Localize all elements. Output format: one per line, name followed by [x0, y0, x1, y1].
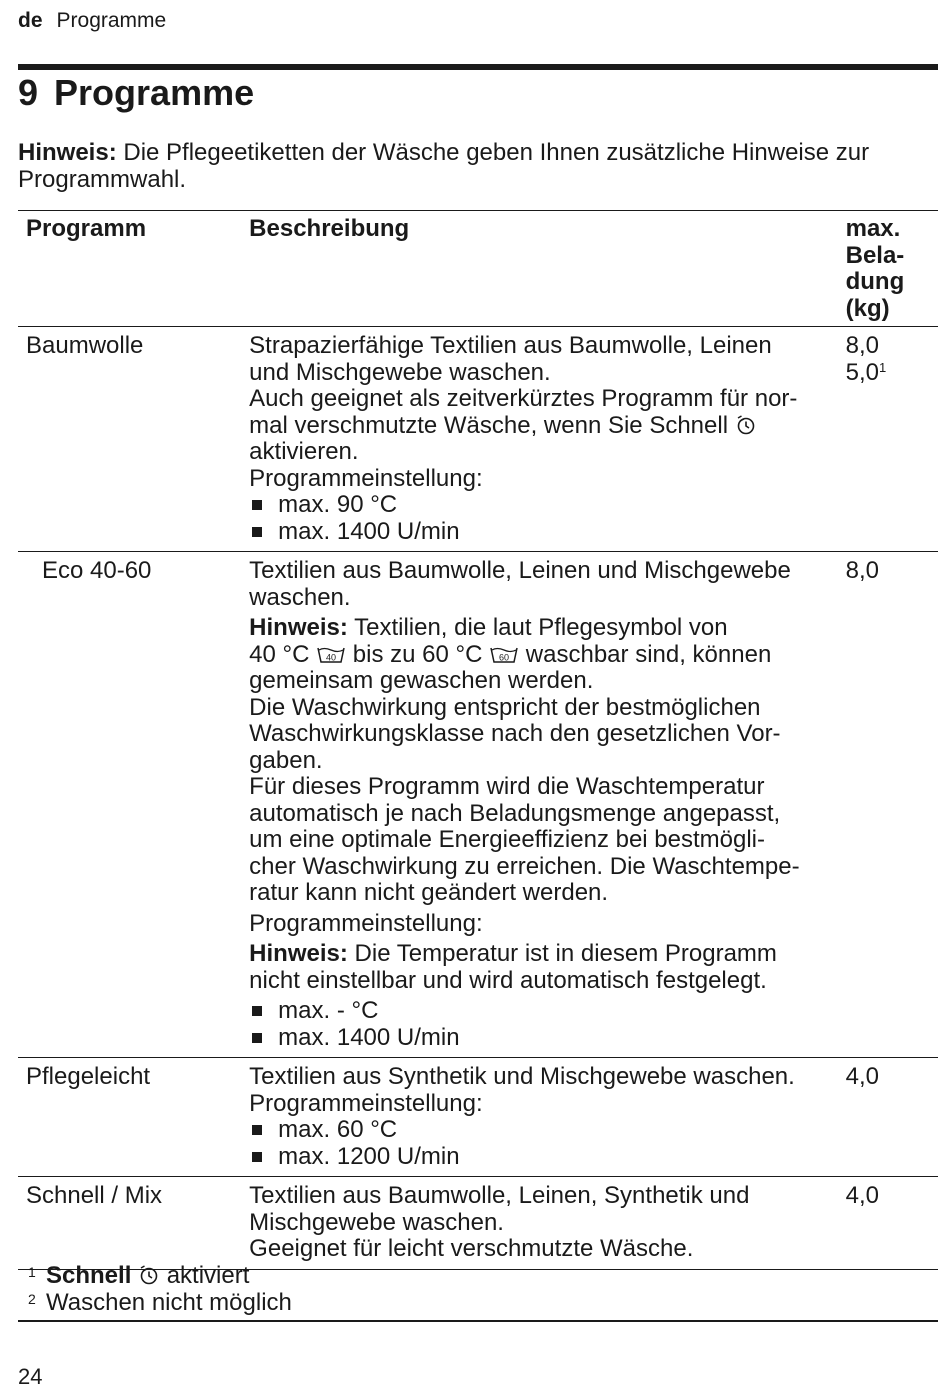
program-load: 4,0: [845, 1182, 879, 1209]
header-description: Beschreibung: [249, 215, 410, 242]
quick-wash-clock-icon: [735, 414, 757, 436]
list-item: max. 1200 U/min: [249, 1144, 845, 1171]
page-title: [18, 72, 254, 114]
chapter-number: 9: [18, 72, 39, 113]
table-row-schnell-mix: [18, 1177, 938, 1270]
svg-text:40: 40: [326, 652, 337, 662]
list-item: max. - °C: [249, 998, 845, 1025]
footnote-rule: [18, 1320, 938, 1322]
program-description: Strapazierfähige Textilien aus Baumwolle, Leinen und Mischgewebe waschen. Auch geeignet als zeitverkürztes Programm für nor- mal verschmutzte Wäsche, wenn Sie Schnell aktivieren. Programmeinstellung: max. 90 °C max. 1400 U/min: [249, 327, 845, 552]
program-load: 8,0 $5,0^1$: [845, 332, 887, 386]
page-number: 24: [18, 1364, 43, 1389]
table-header-row: [18, 211, 938, 327]
list-item: max. 1400 U/min: [249, 519, 845, 546]
language-code: de: [18, 9, 43, 32]
program-load: 8,0: [845, 557, 879, 584]
footnote-2: 2 Waschen nicht möglich: [28, 1289, 292, 1316]
intro-note: [18, 139, 938, 193]
table-row-pflegeleicht: [18, 1058, 938, 1177]
program-description: Textilien aus Synthetik und Mischgewebe waschen. Programmeinstellung: max. 60 °C max. 1200 U/min: [249, 1058, 845, 1177]
note-text: Die Pflegeetiketten der Wäsche geben Ihnen zusätzliche Hinweise zur Programmwahl.: [18, 139, 870, 193]
table-row-eco: [18, 552, 938, 1058]
washtub-care-icon: [489, 645, 519, 665]
quick-wash-clock-icon: [138, 1264, 160, 1286]
page-header: [18, 9, 166, 33]
program-description: Textilien aus Baumwolle, Leinen und Mischgewebe waschen. Hinweis: Textilien, die laut Pflegesymbol von 40 °C 40 bis zu 60 °C 60 waschbar sind, können gemeinsam gewaschen werden. Die Waschwirkung entspricht der bestmöglichen Waschwirkungsklasse nach den gesetzlichen Vor- gaben. Für dieses Programm wird die Waschtemperatur automatisch je nach Beladungsmenge angepasst, um eine optimale Energieeffizienz bei bestmögli- cher Waschwirkung zu erreichen. Die Waschtempe- ratur kann nicht geändert werden. Programmeinstellung: Hinweis: Die Temperatur ist in diesem Programm nicht einstellbar und wird automatisch festgelegt. max. - °C max. 1400 U/min: [249, 552, 845, 1058]
svg-text:60: 60: [499, 652, 510, 662]
header-load: max. Bela- dung (kg): [845, 215, 905, 322]
list-item: max. 90 °C: [249, 492, 845, 519]
header-program: Programm: [26, 215, 147, 242]
program-load: 4,0: [845, 1063, 879, 1090]
list-item: max. 60 °C: [249, 1117, 845, 1144]
header-rule: [18, 64, 938, 70]
footnotes: [18, 1262, 938, 1316]
footnote-ref: 1: [878, 359, 887, 375]
table-row-baumwolle: [18, 327, 938, 552]
chapter-title: Programme: [54, 72, 255, 113]
program-name: Eco 40-60: [42, 557, 152, 584]
program-name: Baumwolle: [26, 332, 144, 359]
list-item: max. 1400 U/min: [249, 1025, 845, 1052]
footnote-1: 1 Schnell aktiviert: [28, 1262, 250, 1289]
program-description: Textilien aus Baumwolle, Leinen, Synthetik und Mischgewebe waschen. Geeignet für leicht verschmutzte Wäsche.: [249, 1182, 750, 1262]
program-name: Pflegeleicht: [26, 1063, 151, 1090]
header-section: Programme: [56, 9, 167, 32]
program-name: Schnell / Mix: [26, 1182, 163, 1209]
note-label: Hinweis:: [18, 139, 117, 166]
program-table: [18, 210, 938, 1270]
washtub-care-icon: [316, 645, 346, 665]
